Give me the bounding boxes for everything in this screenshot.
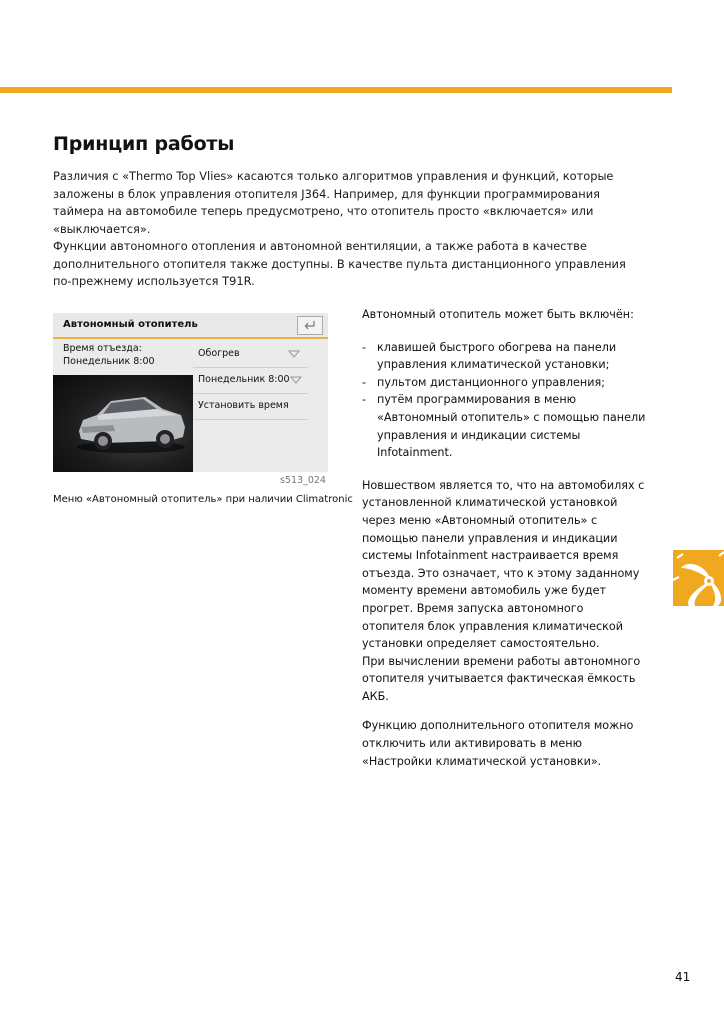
departure-label: Время отъезда: (63, 343, 142, 354)
chevron-down-icon (288, 350, 300, 358)
list-item-text: путём программирования в меню «Автономный отопитель» с помощью панели управления и индикации системы Infotainment. (377, 393, 646, 460)
figure-caption: Меню «Автономный отопитель» при наличии Climatronic (53, 494, 353, 505)
page-title: Принцип работы (53, 133, 235, 155)
menu-item-label: Обогрев (198, 348, 240, 359)
fan-icon (673, 550, 724, 606)
menu-item-departure-time[interactable] (193, 367, 308, 394)
menu-item-heating[interactable] (193, 341, 308, 368)
top-accent-bar (0, 87, 672, 93)
page-number: 41 (675, 970, 691, 984)
intro-text (53, 168, 643, 291)
car-image (73, 387, 189, 455)
body-paragraph-2: При вычислении времени работы автономного отопителя учитывается фактическая ёмкость АКБ. (362, 654, 641, 703)
list-item: - путём программирования в меню «Автономный отопитель» с помощью панели управления и индикации системы Infotainment. (362, 393, 646, 460)
heater-menu (193, 339, 328, 472)
screen-title: Автономный отопитель (63, 319, 198, 330)
menu-item-label: Понедельник 8:00 (198, 374, 290, 385)
body-paragraph-3: Функцию дополнительного отопителя можно отключить или активировать в меню «Настройки климатической установки». (362, 719, 634, 768)
chevron-down-icon (290, 376, 302, 384)
figure-code: s513_024 (280, 475, 326, 486)
list-item-text: клавишей быстрого обогрева на панели управления климатической установки; (377, 340, 617, 372)
departure-value: Понедельник 8:00 (63, 356, 155, 367)
activation-lead: Автономный отопитель может быть включён: (362, 308, 634, 321)
body-paragraph-1: Новшеством является то, что на автомобилях с установленной климатической установкой через меню «Автономный отопитель» с помощью панели управления и индикации системы Infotainment настраивается время отъезда. Это означает, что к этому заданному моменту времени автомобиль уже будет прогрет. Время запуска автономного отопителя блок управления климатической установки определяет самостоятельно. (362, 478, 645, 651)
departure-info (63, 342, 155, 368)
menu-item-label: Установить время (198, 400, 289, 411)
heater-menu-screen (53, 313, 328, 472)
list-item: - пультом дистанционного управления; (362, 375, 605, 389)
list-item: - клавишей быстрого обогрева на панели управления климатической установки; (362, 340, 617, 372)
back-arrow-icon (303, 320, 317, 331)
screen-header (53, 313, 328, 339)
list-item-text: пультом дистанционного управления; (377, 375, 605, 389)
activation-list (362, 339, 647, 462)
intro-paragraph-2: Функции автономного отопления и автономной вентиляции, а также работа в качестве дополнительного отопителя также доступны. В качестве пульта дистанционного управления по-прежнему используется T91R. (53, 239, 626, 288)
menu-item-set-time[interactable] (193, 393, 308, 420)
back-button[interactable] (297, 316, 323, 335)
intro-paragraph-1: Различия с «Thermo Top Vlies» касаются только алгоритмов управления и функций, которые заложены в блок управления отопителя J364. Например, для функции программирования таймера на автомобиле теперь предусмотрено, что отопитель просто «включается» или «выключается». (53, 169, 614, 236)
right-column (362, 306, 647, 770)
